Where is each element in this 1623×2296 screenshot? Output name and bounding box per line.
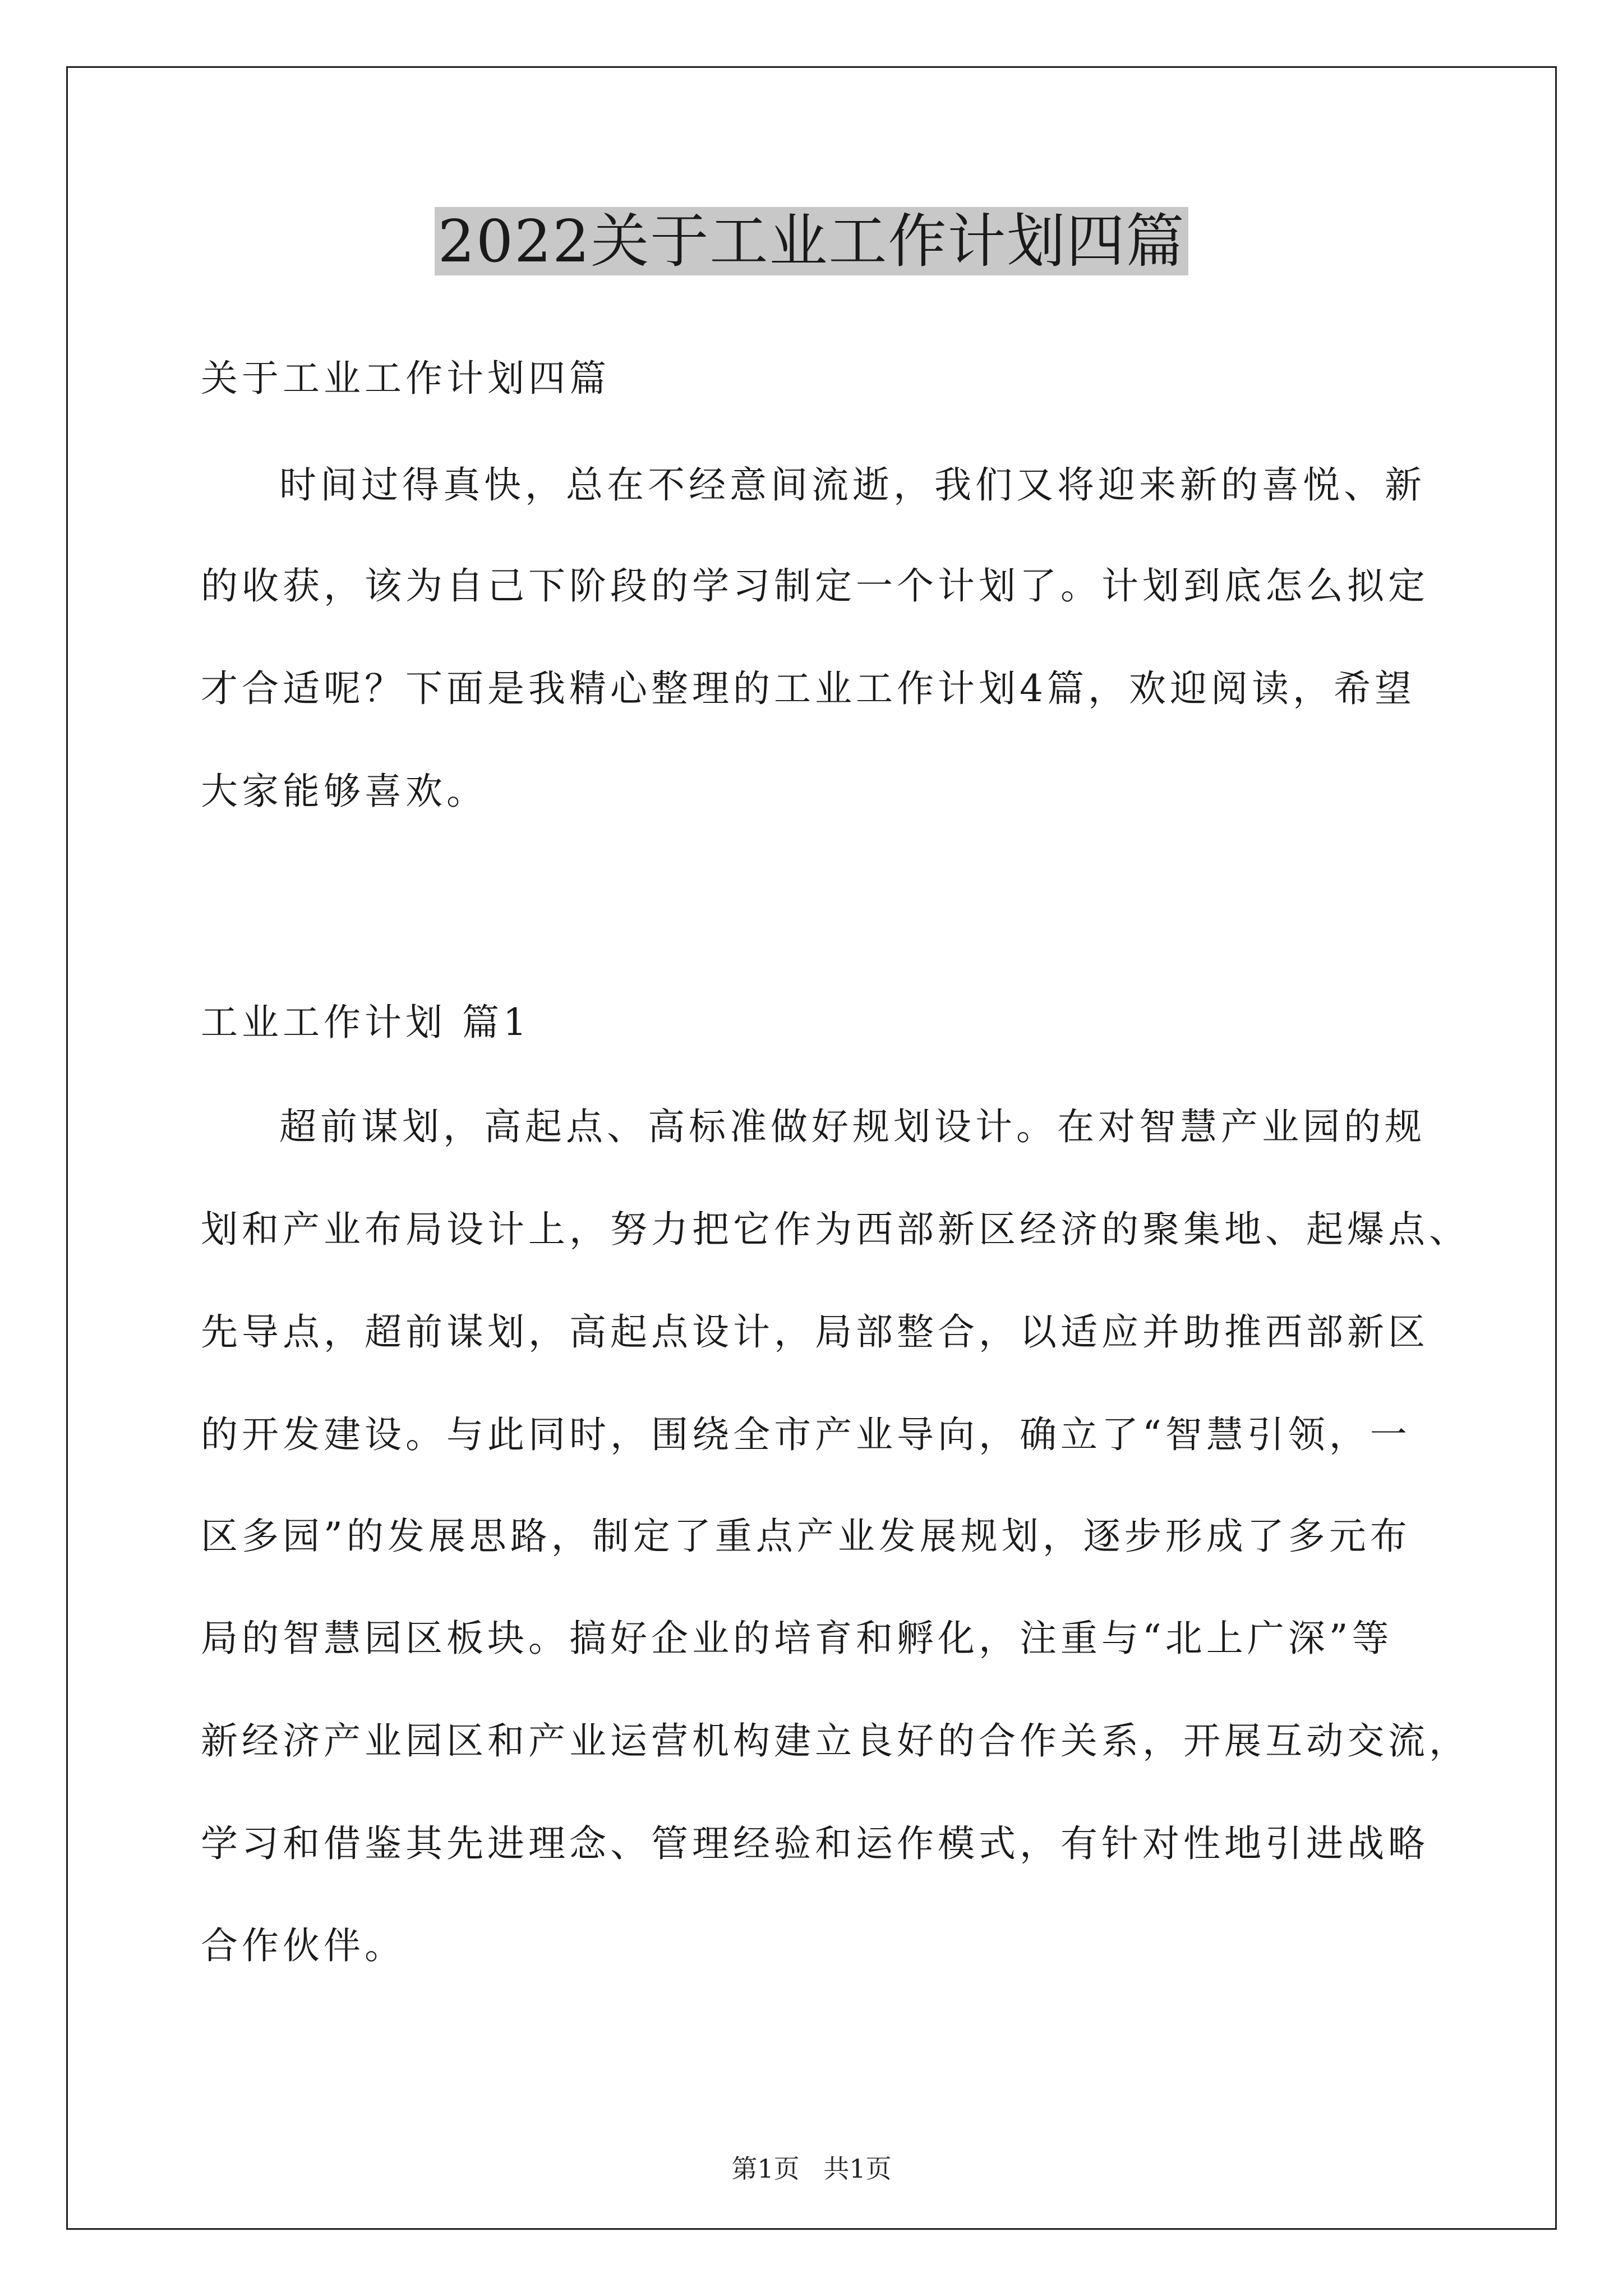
intro-line: 时间过得真快，总在不经意间流逝，我们又将迎来新的喜悦、新	[279, 463, 1426, 507]
intro-line: 的收获，该为自己下阶段的学习制定一个计划了。计划到底怎么拟定	[201, 564, 1429, 608]
section-line: 合作伙伴。	[201, 1924, 405, 1967]
intro-line: 大家能够喜欢。	[201, 770, 487, 813]
intro-line: 才合适呢？下面是我精心整理的工业工作计划4篇，欢迎阅读，希望	[201, 667, 1415, 710]
document-subtitle: 关于工业工作计划四篇	[201, 357, 610, 400]
section-line: 学习和借鉴其先进理念、管理经验和运作模式，有针对性地引进战略	[201, 1822, 1429, 1865]
section-line: 区多园”的发展思路，制定了重点产业发展规划，逐步形成了多元布	[201, 1515, 1411, 1558]
section-line: 先导点，超前谋划，高起点设计，局部整合，以适应并助推西部新区	[201, 1310, 1429, 1354]
section-heading: 工业工作计划 篇1	[201, 1001, 531, 1044]
page-total: 共1页	[823, 2154, 892, 2184]
section-line: 超前谋划，高起点、高标准做好规划设计。在对智慧产业园的规	[279, 1105, 1426, 1148]
document-title-text: 2022关于工业工作计划四篇	[435, 207, 1189, 275]
section-line: 的开发建设。与此同时，围绕全市产业导向，确立了“智慧引领，一	[201, 1413, 1411, 1456]
page-number: 第1页	[731, 2154, 800, 2184]
section-line: 局的智慧园区板块。搞好企业的培育和孵化，注重与“北上广深”等	[201, 1617, 1393, 1660]
page-footer	[0, 2152, 1623, 2185]
document-title	[0, 202, 1623, 280]
section-line: 新经济产业园区和产业运营机构建立良好的合作关系，开展互动交流，	[201, 1719, 1470, 1763]
section-line: 划和产业布局设计上，努力把它作为西部新区经济的聚集地、起爆点、	[201, 1208, 1470, 1251]
